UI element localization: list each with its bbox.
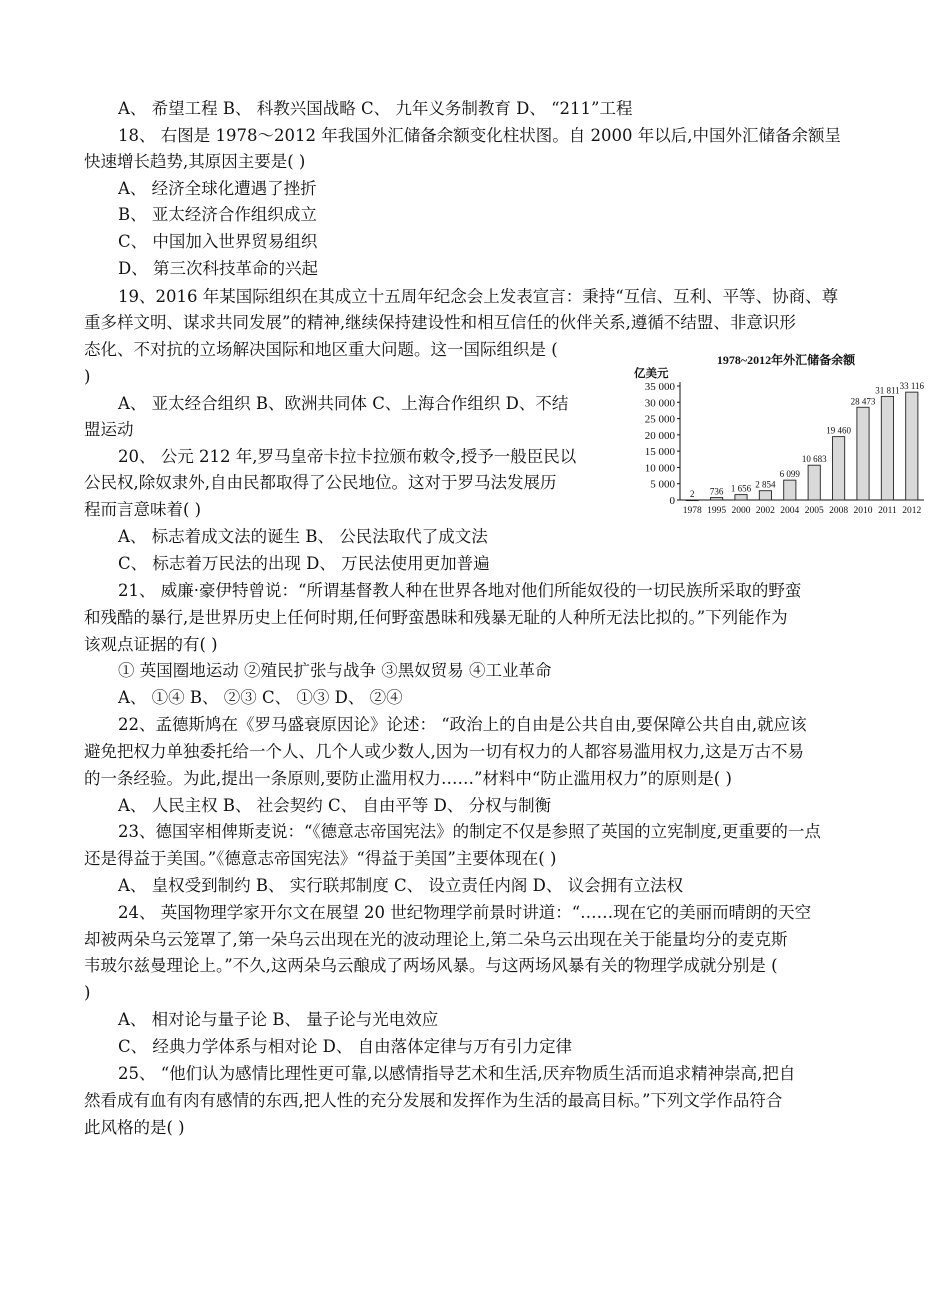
q24-stem-line1: 24、 英国物理学家开尔文在展望 20 世纪物理学前景时讲道：“……现在它的美丽而晴朗的天空 xyxy=(118,903,812,922)
chart-bar xyxy=(881,396,893,500)
chart-title: 1978~2012年外汇储备余额 xyxy=(716,353,856,367)
q21-stem-line3: 该观点证据的有( ) xyxy=(84,635,218,654)
chart-bar-value-label: 2 xyxy=(689,488,695,499)
q20-stem-line1: 20、 公元 212 年,罗马皇帝卡拉卡拉颁布敕令,授予一般臣民以 xyxy=(118,447,577,466)
chart-bar xyxy=(759,491,771,500)
q23-stem-line2: 还是得益于美国。”《德意志帝国宪法》“得益于美国”主要体现在( ) xyxy=(84,849,557,868)
q19-stem-line2: 重多样文明、谋求共同发展”的精神,继续保持建设性和相互信任的伙伴关系,遵循不结盟、非意识形 xyxy=(84,313,796,332)
chart-bar xyxy=(857,407,869,500)
q20-stem-line2: 公民权,除奴隶外,自由民都取得了公民地位。这对于罗马法发展历 xyxy=(84,473,557,492)
q24-stem-line2: 却被两朵乌云笼罩了,第一朵乌云出现在光的波动理论上,第二朵乌云出现在关于能量均分的麦克斯 xyxy=(84,930,788,949)
chart-x-tick-label: 2011 xyxy=(878,506,897,516)
q20-stem-line3: 程而言意味着( ) xyxy=(84,500,202,519)
q25-stem-line2: 然看成有血有肉有感情的东西,把人性的充分发展和发挥作为生活的最高目标。”下列文学作品符合 xyxy=(84,1091,783,1110)
q18-stem-line1: 18、 右图是 1978～2012 年我国外汇储备余额变化柱状图。自 2000 年以后,中国外汇储备余额呈 xyxy=(118,126,841,145)
chart-bar-value-label: 736 xyxy=(709,486,724,497)
chart-y-tick-label: 25 000 xyxy=(644,413,675,426)
chart-bar xyxy=(784,480,796,500)
chart-bar-value-label: 28 473 xyxy=(850,396,876,407)
q24-options-cd: C、 经典力学体系与相对论 D、 自由落体定律与万有引力定律 xyxy=(118,1037,573,1056)
q19-options-line2: 盟运动 xyxy=(84,420,134,439)
chart-bar-value-label: 33 116 xyxy=(899,381,925,392)
q18-option-b: B、 亚太经济合作组织成立 xyxy=(118,205,317,224)
q22-stem-line3: 的一条经验。为此,提出一条原则,要防止滥用权力……”材料中“防止滥用权力”的原则是( ) xyxy=(84,769,732,788)
chart-x-tick-label: 1978 xyxy=(682,506,702,516)
chart-bar-value-label: 1 656 xyxy=(730,483,752,494)
chart-x-tick-label: 2000 xyxy=(731,506,751,516)
chart-x-tick-label: 1995 xyxy=(707,506,727,516)
chart-y-tick-label: 15 000 xyxy=(644,446,675,459)
q25-stem-line3: 此风格的是( ) xyxy=(84,1118,185,1137)
q18-stem-line2: 快速增长趋势,其原因主要是( ) xyxy=(84,152,306,171)
chart-bar-value-label: 6 099 xyxy=(779,469,800,480)
chart-bar-value-label: 2 854 xyxy=(755,479,776,490)
q19-stem-line4: ) xyxy=(84,367,91,386)
q21-stem-line1: 21、 威廉·豪伊特曾说：“所谓基督教人种在世界各地对他们所能奴役的一切民族所采取的野蛮 xyxy=(118,581,802,600)
forex-reserve-bar-chart xyxy=(628,346,930,522)
q24-stem-line4: ) xyxy=(84,983,91,1002)
q22-stem-line2: 避免把权力单独委托给一个人、几个人或少数人,因为一切有权力的人都容易滥用权力,这是万古不易 xyxy=(84,742,804,761)
chart-y-tick-label: 0 xyxy=(669,495,675,507)
chart-x-tick-label: 2008 xyxy=(829,506,849,516)
q17-options: A、 希望工程 B、 科教兴国战略 C、 九年义务制教育 D、 “211”工程 xyxy=(118,99,633,118)
q19-options-line1: A、 亚太经合组织 B、欧洲共同体 C、上海合作组织 D、不结 xyxy=(118,394,569,413)
q21-options: A、 ①④ B、 ②③ C、 ①③ D、 ②④ xyxy=(118,688,403,707)
q18-option-d: D、 第三次科技革命的兴起 xyxy=(118,259,318,278)
chart-bar xyxy=(735,495,747,500)
chart-bar xyxy=(686,500,698,501)
chart-bar xyxy=(808,465,820,500)
chart-y-tick-label: 20 000 xyxy=(644,429,675,442)
chart-y-tick-label: 35 000 xyxy=(644,381,675,393)
chart-x-tick-label: 2004 xyxy=(780,506,800,516)
chart-y-tick-label: 30 000 xyxy=(644,397,675,410)
q25-stem-line1: 25、 “他们认为感情比理性更可靠,以感情指导艺术和生活,厌弃物质生活而追求精神崇高,把自 xyxy=(118,1064,796,1083)
q24-options-ab: A、 相对论与量子论 B、 量子论与光电效应 xyxy=(118,1010,439,1029)
chart-x-tick-label: 2002 xyxy=(755,506,775,516)
q22-stem-line1: 22、孟德斯鸠在《罗马盛衰原因论》论述： “政治上的自由是公共自由,要保障公共自由,就应该 xyxy=(118,715,807,734)
q18-option-a: A、 经济全球化遭遇了挫折 xyxy=(118,179,317,198)
chart-bar xyxy=(906,392,918,500)
q20-options-cd: C、 标志着万民法的出现 D、 万民法使用更加普遍 xyxy=(118,554,490,573)
chart-x-tick-label: 2010 xyxy=(853,506,873,516)
chart-x-tick-label: 2012 xyxy=(902,506,922,516)
chart-bar xyxy=(711,498,723,500)
chart-y-tick-label: 10 000 xyxy=(644,462,675,475)
q24-stem-line3: 韦玻尔兹曼理论上。”不久,这两朵乌云酿成了两场风暴。与这两场风暴有关的物理学成就分别是 ( xyxy=(84,956,778,975)
chart-y-tick-label: 5 000 xyxy=(650,478,675,491)
chart-bar-value-label: 10 683 xyxy=(801,454,827,465)
chart-bar xyxy=(833,437,845,500)
chart-bar-value-label: 31 811 xyxy=(875,385,900,396)
q20-options-ab: A、 标志着成文法的诞生 B、 公民法取代了成文法 xyxy=(118,527,488,546)
q18-option-c: C、 中国加入世界贸易组织 xyxy=(118,232,318,251)
q22-options: A、 人民主权 B、 社会契约 C、 自由平等 D、 分权与制衡 xyxy=(118,796,552,815)
chart-x-tick-label: 2005 xyxy=(804,506,824,516)
q19-stem-line1: 19、2016 年某国际组织在其成立十五周年纪念会上发表宣言：秉持“互信、互利、平等、协商、尊 xyxy=(118,287,839,306)
q23-options: A、 皇权受到制约 B、 实行联邦制度 C、 设立责任内阁 D、 议会拥有立法权 xyxy=(118,876,684,895)
q19-stem-line3: 态化、不对抗的立场解决国际和地区重大问题。这一国际组织是 ( xyxy=(84,340,558,359)
chart-bar-value-label: 19 460 xyxy=(826,425,851,436)
q21-stem-line2: 和残酷的暴行,是世界历史上任何时期,任何野蛮愚昧和残暴无耻的人种所无法比拟的。”下列能作为 xyxy=(84,608,788,627)
q21-items: ① 英国圈地运动 ②殖民扩张与战争 ③黑奴贸易 ④工业革命 xyxy=(118,661,552,680)
q23-stem-line1: 23、德国宰相俾斯麦说：“《德意志帝国宪法》的制定不仅是参照了英国的立宪制度,更重要的一点 xyxy=(118,822,821,841)
chart-y-axis-label: 亿美元 xyxy=(634,368,669,380)
